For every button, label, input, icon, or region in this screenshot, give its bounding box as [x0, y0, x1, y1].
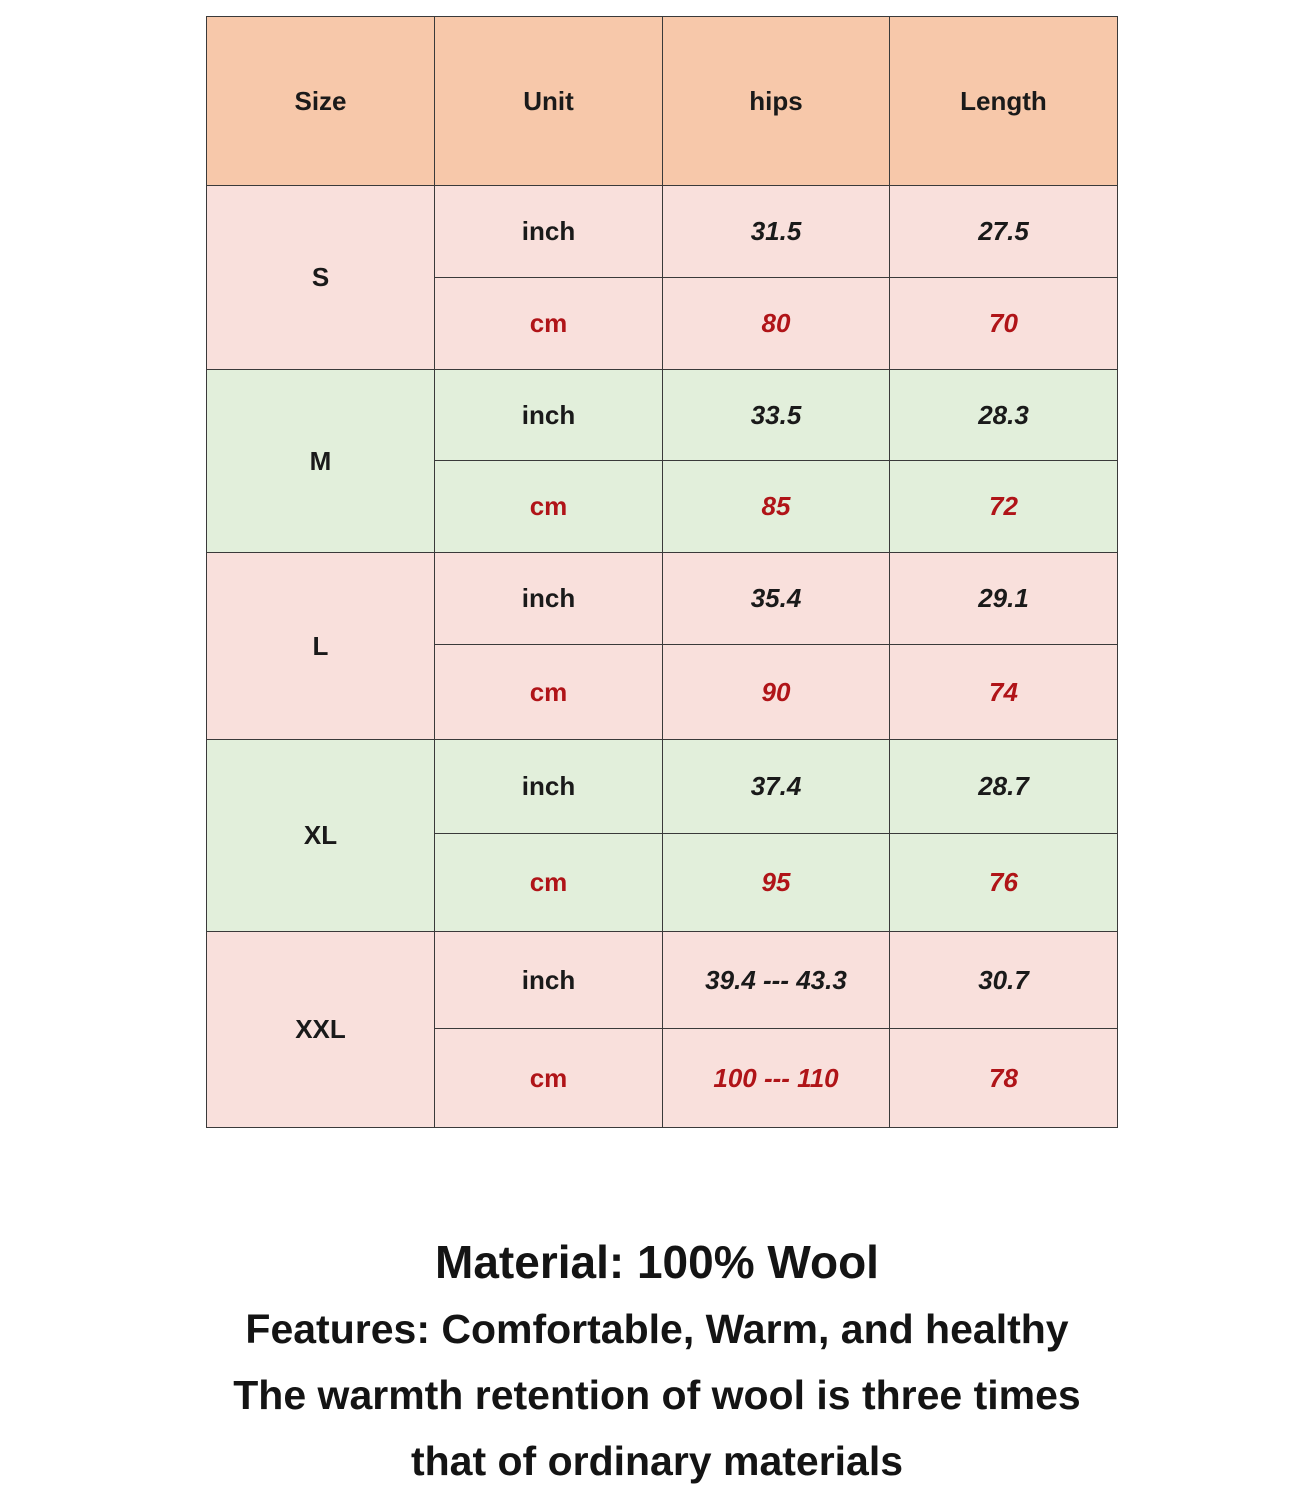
hips-cell: 37.4 [663, 740, 890, 834]
unit-cell: cm [435, 834, 663, 932]
length-cell: 76 [890, 834, 1118, 932]
product-info [0, 1228, 1314, 1494]
warmth-retention-line-1: The warmth retention of wool is three times [233, 1372, 1081, 1418]
length-cell: 29.1 [890, 553, 1118, 645]
length-cell: 78 [890, 1029, 1118, 1128]
unit-cell: cm [435, 645, 663, 740]
hips-cell: 90 [663, 645, 890, 740]
warmth-retention-line-2: that of ordinary materials [410, 1438, 904, 1484]
unit-cell: cm [435, 1029, 663, 1128]
header-row [207, 17, 1118, 186]
hips-cell: 39.4 --- 43.3 [663, 932, 890, 1029]
size-cell: M [207, 370, 435, 553]
table-row [207, 932, 1118, 1029]
hips-cell: 95 [663, 834, 890, 932]
unit-cell: inch [435, 740, 663, 834]
hips-cell: 100 --- 110 [663, 1029, 890, 1128]
unit-cell: cm [435, 278, 663, 370]
table-body [207, 186, 1118, 1128]
table-row [207, 370, 1118, 461]
size-cell: L [207, 553, 435, 740]
table-row [207, 553, 1118, 645]
header-length: Length [890, 17, 1118, 186]
table-row [207, 740, 1118, 834]
hips-cell: 85 [663, 461, 890, 553]
unit-cell: cm [435, 461, 663, 553]
material-text: Material: 100% Wool [435, 1236, 879, 1288]
hips-cell: 35.4 [663, 553, 890, 645]
size-cell: XXL [207, 932, 435, 1128]
length-cell: 28.3 [890, 370, 1118, 461]
length-cell: 30.7 [890, 932, 1118, 1029]
size-chart-table [206, 16, 1118, 1128]
table-row [207, 186, 1118, 278]
size-cell: XL [207, 740, 435, 932]
header-size: Size [207, 17, 435, 186]
length-cell: 70 [890, 278, 1118, 370]
unit-cell: inch [435, 186, 663, 278]
header-hips: hips [663, 17, 890, 186]
unit-cell: inch [435, 932, 663, 1029]
hips-cell: 31.5 [663, 186, 890, 278]
length-cell: 74 [890, 645, 1118, 740]
unit-cell: inch [435, 370, 663, 461]
header-unit: Unit [435, 17, 663, 186]
length-cell: 72 [890, 461, 1118, 553]
length-cell: 28.7 [890, 740, 1118, 834]
length-cell: 27.5 [890, 186, 1118, 278]
hips-cell: 33.5 [663, 370, 890, 461]
unit-cell: inch [435, 553, 663, 645]
hips-cell: 80 [663, 278, 890, 370]
features-text: Features: Comfortable, Warm, and healthy [245, 1306, 1069, 1352]
size-cell: S [207, 186, 435, 370]
